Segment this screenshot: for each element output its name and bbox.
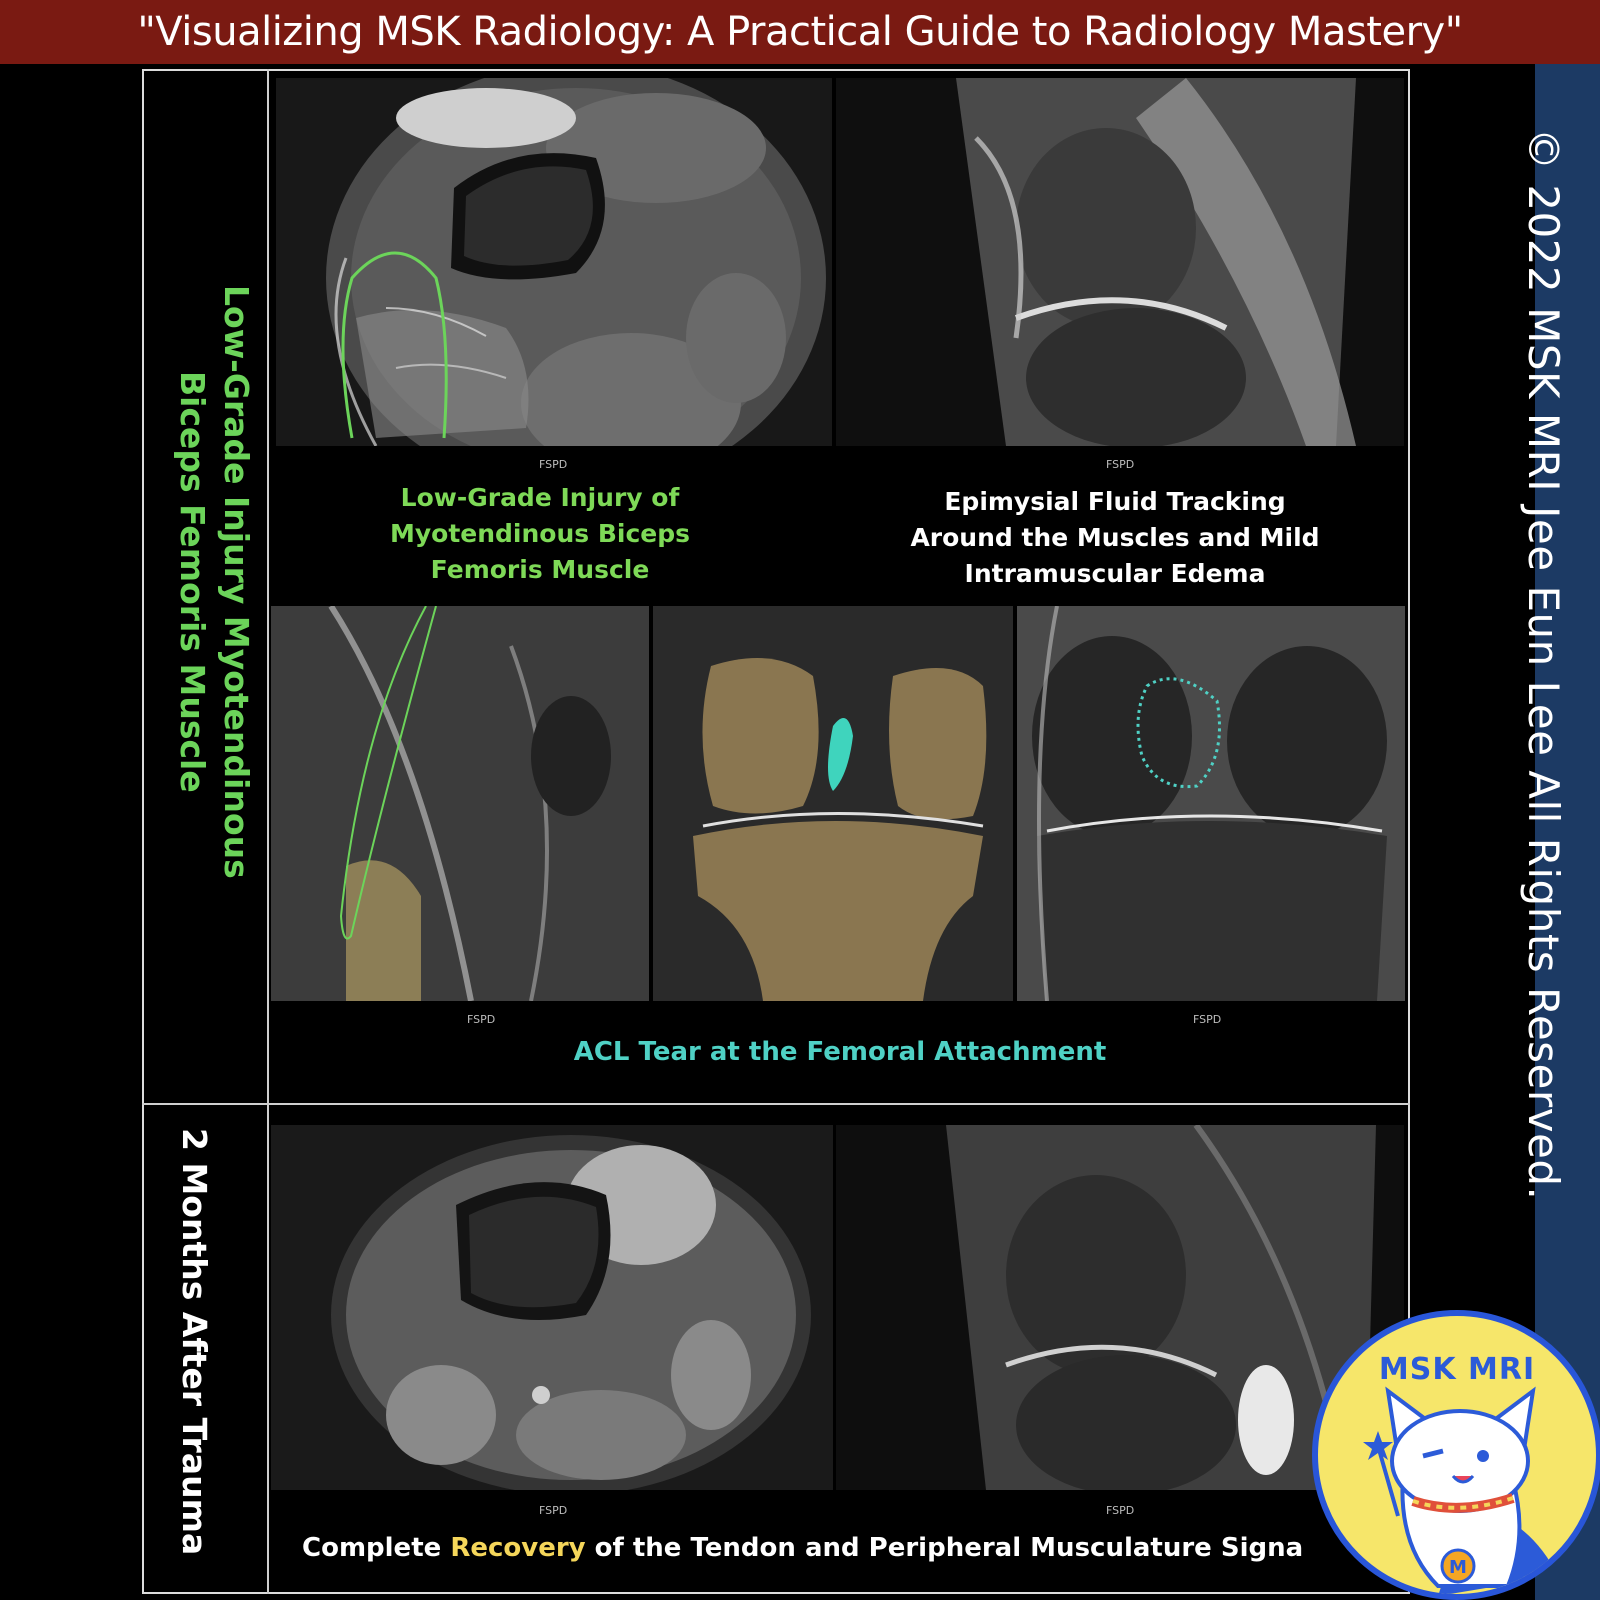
logo-badge: M xyxy=(1449,1557,1467,1578)
mri-axial-pre xyxy=(276,78,832,446)
caption-line: Femoris Muscle xyxy=(430,555,650,584)
caption-line: Around the Muscles and Mild xyxy=(910,523,1320,552)
mri-coronal-left xyxy=(271,606,649,1001)
sequence-label: FSPD xyxy=(467,1013,496,1026)
sequence-label: FSPD xyxy=(1106,458,1135,471)
caption-axial-pre xyxy=(300,480,780,588)
mri-axial-post xyxy=(271,1125,833,1490)
caption-acl: ACL Tear at the Femoral Attachment xyxy=(573,1037,1107,1067)
sequence-label: FSPD xyxy=(1106,1504,1135,1517)
sequence-label: FSPD xyxy=(1193,1013,1222,1026)
mri-sagittal-pre xyxy=(836,78,1404,446)
caption-recovery xyxy=(302,1530,1352,1566)
page-title: "Visualizing MSK Radiology: A Practical Guide to Radiology Mastery" xyxy=(137,9,1463,55)
caption-line: Low-Grade Injury of xyxy=(400,483,680,512)
caption-sagittal-pre xyxy=(860,484,1370,592)
title-bar xyxy=(0,0,1600,64)
caption-line: Myotendinous Biceps xyxy=(389,519,691,548)
sequence-label: FSPD xyxy=(539,458,568,471)
mri-coronal-center xyxy=(653,606,1013,1001)
msk-mri-logo xyxy=(1312,1310,1600,1600)
caption-line: Epimysial Fluid Tracking xyxy=(944,487,1286,516)
caption-recovery-highlight: Recovery xyxy=(450,1533,586,1563)
section-divider xyxy=(142,1103,1410,1105)
caption-recovery-post: of the Tendon and Peripheral Musculature Signa xyxy=(585,1533,1304,1563)
section-label-bottom: 2 Months After Trauma xyxy=(175,1128,214,1556)
section-label-top-line1: Low-Grade Injury Myotendinous xyxy=(217,285,256,879)
label-column-divider xyxy=(267,69,269,1594)
section-label-top-line2: Biceps Femoris Muscle xyxy=(173,371,212,793)
caption-line: Intramuscular Edema xyxy=(964,559,1266,588)
logo-text: MSK MRI xyxy=(1378,1352,1536,1387)
section-label-top xyxy=(170,285,258,879)
caption-recovery-pre: Complete xyxy=(302,1533,451,1563)
copyright-text: © 2022 MSK MRI Jee Eun Lee All Rights Reserved. xyxy=(1519,128,1568,1201)
mri-coronal-right xyxy=(1017,606,1405,1001)
sequence-label: FSPD xyxy=(539,1504,568,1517)
cat-mascot-icon xyxy=(1318,1316,1598,1596)
